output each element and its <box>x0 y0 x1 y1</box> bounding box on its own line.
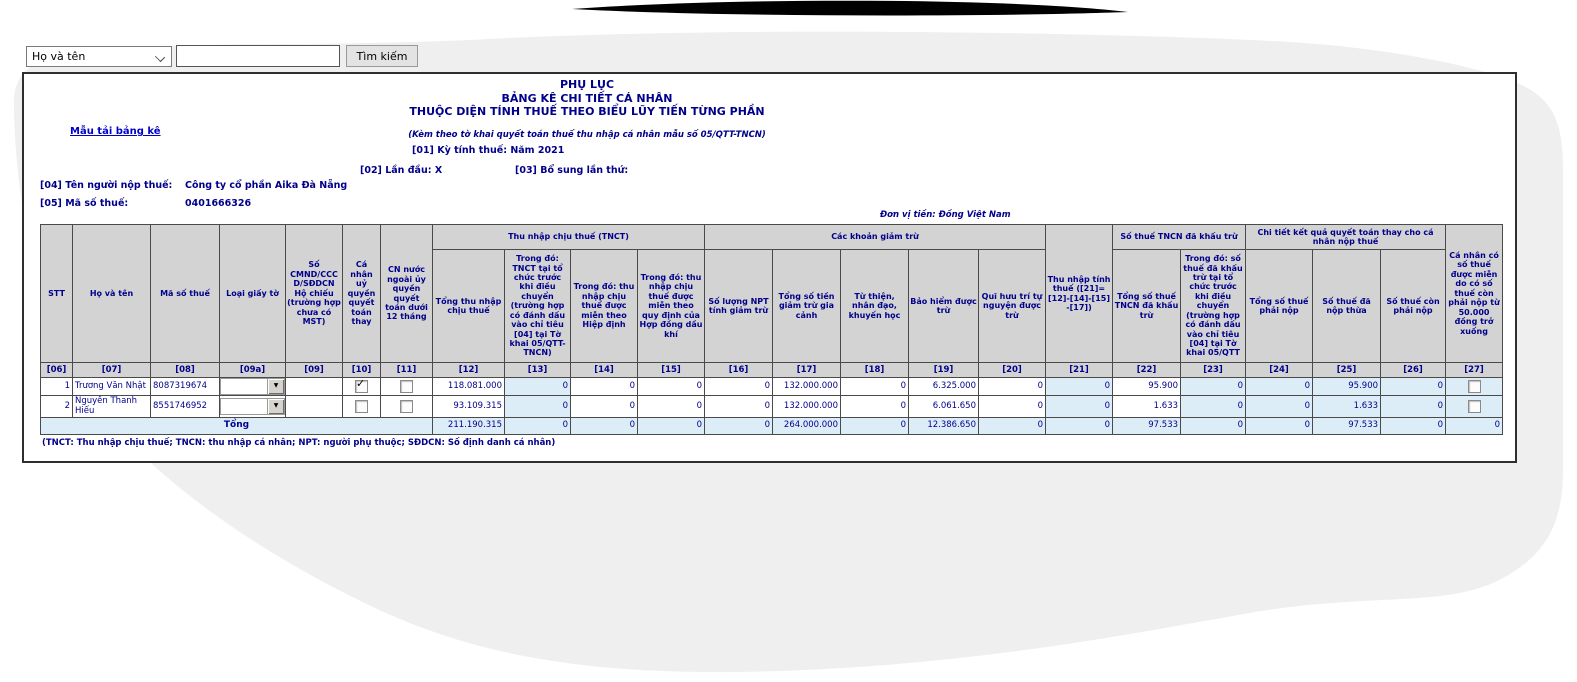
combo-dropdown-icon[interactable]: ▼ <box>267 379 284 394</box>
total-c12: 211.190.315 <box>433 418 505 435</box>
exempt-checkbox[interactable] <box>1468 400 1481 413</box>
cell-c13: 0 <box>505 396 571 418</box>
col-c13: Trong đó: TNCT tại tổ chức trước khi điều chuyển (trường hợp có đánh dấu vào chỉ tiêu [04] tại Tờ khai 05/QTT-TNCN) <box>505 250 571 363</box>
code-21: [21] <box>1046 363 1113 378</box>
taxpayer-name-label: [04] Tên người nộp thuế: <box>40 180 173 191</box>
total-c24: 0 <box>1246 418 1313 435</box>
col-id-number: Số CMND/CCCD/SĐDCN Hộ chiếu (trường hợp chưa có MST) <box>286 225 343 363</box>
abbreviation-footnote: (TNCT: Thu nhập chịu thuế; TNCN: thu nhập cá nhân; NPT: người phụ thuộc; SĐDCN: Số định danh cá nhân) <box>42 438 556 448</box>
cell-mst[interactable]: 8551746952 <box>151 396 220 418</box>
cell-c20[interactable]: 0 <box>979 378 1046 396</box>
cell-c24: 0 <box>1246 396 1313 418</box>
code-15: [15] <box>638 363 705 378</box>
cell-c15[interactable]: 0 <box>638 378 705 396</box>
black-smudge <box>572 1 1128 16</box>
cell-c17[interactable]: 132.000.000 <box>773 396 841 418</box>
table-row <box>41 396 1503 418</box>
cell-id-number[interactable] <box>286 378 343 396</box>
cell-c18[interactable]: 0 <box>841 396 909 418</box>
code-row <box>41 363 1503 378</box>
cell-c12[interactable]: 118.081.000 <box>433 378 505 396</box>
cell-c23: 0 <box>1181 378 1246 396</box>
code-07: [07] <box>73 363 151 378</box>
total-c14: 0 <box>571 418 638 435</box>
col-foreign: CN nước ngoài ủy quyền quyết toán dưới 12 tháng <box>381 225 433 363</box>
group-withheld: Số thuế TNCN đã khấu trừ <box>1113 225 1246 250</box>
cell-c18[interactable]: 0 <box>841 378 909 396</box>
foreign-checkbox[interactable] <box>400 400 413 413</box>
cell-c19[interactable]: 6.325.000 <box>909 378 979 396</box>
taxpayer-name-value: Công ty cổ phần Aika Đà Nẵng <box>185 180 348 191</box>
code-20: [20] <box>979 363 1046 378</box>
col-c18: Từ thiện, nhân đạo, khuyến học <box>841 250 909 363</box>
code-09a: [09a] <box>220 363 286 378</box>
total-c20: 0 <box>979 418 1046 435</box>
cell-id-number[interactable] <box>286 396 343 418</box>
cell-name[interactable]: Nguyễn Thanh Hiếu <box>73 396 151 418</box>
col-c16: Số lượng NPT tính giảm trừ <box>705 250 773 363</box>
cell-stt: 2 <box>41 396 73 418</box>
amendment-label: [03] Bổ sung lần thứ: <box>515 165 629 176</box>
search-button-label: Tìm kiếm <box>356 49 408 63</box>
col-name: Họ và tên <box>73 225 151 363</box>
total-c23: 0 <box>1181 418 1246 435</box>
col-auth: Cá nhân uỷ quyền quyết toán thay <box>343 225 381 363</box>
col-c27: Cá nhân có số thuế được miễn do có số thuế còn phải nộp từ 50.000 đồng trở xuống <box>1446 225 1503 363</box>
total-c15: 0 <box>638 418 705 435</box>
col-c17: Tổng số tiền giảm trừ gia cảnh <box>773 250 841 363</box>
col-c24: Tổng số thuế phải nộp <box>1246 250 1313 363</box>
cell-c12[interactable]: 93.109.315 <box>433 396 505 418</box>
code-06: [06] <box>41 363 73 378</box>
total-c19: 12.386.650 <box>909 418 979 435</box>
code-26: [26] <box>1381 363 1446 378</box>
total-c25: 97.533 <box>1313 418 1381 435</box>
code-08: [08] <box>151 363 220 378</box>
total-c27: 0 <box>1446 418 1503 435</box>
group-tnct: Thu nhập chịu thuế (TNCT) <box>433 225 705 250</box>
col-c23: Trong đó: số thuế đã khấu trừ tại tổ chức trước khi điều chuyển (trường hợp có đánh dấu vào chỉ tiêu [04] tại Tờ khai 05/QTT <box>1181 250 1246 363</box>
code-23: [23] <box>1181 363 1246 378</box>
cell-c22[interactable]: 95.900 <box>1113 378 1181 396</box>
search-field-selected-label: Họ và tên <box>32 50 86 63</box>
combo-dropdown-icon[interactable]: ▼ <box>267 399 284 414</box>
code-09: [09] <box>286 363 343 378</box>
total-c16: 0 <box>705 418 773 435</box>
cell-c26: 0 <box>1381 396 1446 418</box>
col-c26: Số thuế còn phải nộp <box>1381 250 1446 363</box>
foreign-checkbox[interactable] <box>400 380 413 393</box>
col-stt: STT <box>41 225 73 363</box>
col-c15: Trong đó: thu nhập chịu thuế được miễn theo quy định của Hợp đồng dầu khí <box>638 250 705 363</box>
cell-c15[interactable]: 0 <box>638 396 705 418</box>
cell-c14[interactable]: 0 <box>571 378 638 396</box>
currency-note: Đơn vị tiền: Đồng Việt Nam <box>880 210 1011 220</box>
cell-c21: 0 <box>1046 378 1113 396</box>
cell-c13: 0 <box>505 378 571 396</box>
cell-c24: 0 <box>1246 378 1313 396</box>
col-c21: Thu nhập tính thuế ([21]= [12]-[14]-[15] -[17]) <box>1046 225 1113 363</box>
cell-c25: 95.900 <box>1313 378 1381 396</box>
doc-type-combo[interactable] <box>220 378 285 395</box>
code-24: [24] <box>1246 363 1313 378</box>
exempt-checkbox[interactable] <box>1468 380 1481 393</box>
col-c19: Bảo hiểm được trừ <box>909 250 979 363</box>
col-c14: Trong đó: thu nhập chịu thuế được miễn theo Hiệp định <box>571 250 638 363</box>
auth-checkbox[interactable] <box>355 400 368 413</box>
detail-table <box>40 224 1503 435</box>
total-c26: 0 <box>1381 418 1446 435</box>
col-c12: Tổng thu nhập chịu thuế <box>433 250 505 363</box>
cell-c16[interactable]: 0 <box>705 378 773 396</box>
cell-foreign-checkbox[interactable] <box>381 378 433 396</box>
code-18: [18] <box>841 363 909 378</box>
form-title <box>24 78 1150 119</box>
cell-c16[interactable]: 0 <box>705 396 773 418</box>
code-25: [25] <box>1313 363 1381 378</box>
tax-code-label: [05] Mã số thuế: <box>40 198 129 209</box>
search-field-select[interactable] <box>26 46 172 67</box>
total-c18: 0 <box>841 418 909 435</box>
title-line-3: THUỘC DIỆN TÍNH THUẾ THEO BIỂU LŨY TIẾN TỪNG PHẦN <box>409 105 765 118</box>
cell-auth-checkbox[interactable] <box>343 396 381 418</box>
cell-auth-checkbox[interactable] <box>343 378 381 396</box>
col-c22: Tổng số thuế TNCN đã khấu trừ <box>1113 250 1181 363</box>
code-27: [27] <box>1446 363 1503 378</box>
first-time-label: [02] Lần đầu: X <box>360 165 443 176</box>
doc-type-combo[interactable] <box>220 398 285 415</box>
group-result: Chi tiết kết quả quyết toán thay cho cá nhân nộp thuế <box>1246 225 1446 250</box>
code-12: [12] <box>433 363 505 378</box>
table-row <box>41 378 1503 396</box>
col-mst: Mã số thuế <box>151 225 220 363</box>
cell-c22[interactable]: 1.633 <box>1113 396 1181 418</box>
cell-c25: 1.633 <box>1313 396 1381 418</box>
auth-checkbox[interactable] <box>355 380 368 393</box>
total-c22: 97.533 <box>1113 418 1181 435</box>
form-subtitle: (Kèm theo tờ khai quyết toán thuế thu nhập cá nhân mẫu số 05/QTT-TNCN) <box>408 130 766 140</box>
code-17: [17] <box>773 363 841 378</box>
cell-c14[interactable]: 0 <box>571 396 638 418</box>
form-container <box>22 72 1517 463</box>
title-line-2: BẢNG KÊ CHI TIẾT CÁ NHÂN <box>501 91 673 105</box>
tax-period-label: [01] Kỳ tính thuế: Năm 2021 <box>412 145 565 156</box>
cell-doc-type[interactable] <box>220 378 286 396</box>
group-deductions: Các khoản giảm trừ <box>705 225 1046 250</box>
code-14: [14] <box>571 363 638 378</box>
cell-foreign-checkbox[interactable] <box>381 396 433 418</box>
chevron-down-icon <box>155 52 165 62</box>
total-c17: 264.000.000 <box>773 418 841 435</box>
total-label: Tổng <box>41 418 433 435</box>
cell-exempt-checkbox[interactable] <box>1446 396 1503 418</box>
code-16: [16] <box>705 363 773 378</box>
code-11: [11] <box>381 363 433 378</box>
total-row <box>41 418 1503 435</box>
cell-mst[interactable]: 8087319674 <box>151 378 220 396</box>
cell-exempt-checkbox[interactable] <box>1446 378 1503 396</box>
code-22: [22] <box>1113 363 1181 378</box>
col-c25: Số thuế đã nộp thừa <box>1313 250 1381 363</box>
cell-c17[interactable]: 132.000.000 <box>773 378 841 396</box>
download-template-link[interactable]: Mẫu tải bảng kê <box>70 126 161 137</box>
total-c21: 0 <box>1046 418 1113 435</box>
cell-name[interactable]: Trương Văn Nhật <box>73 378 151 396</box>
total-c13: 0 <box>505 418 571 435</box>
col-c20: Quĩ hưu trí tự nguyện được trừ <box>979 250 1046 363</box>
col-doc-type: Loại giấy tờ <box>220 225 286 363</box>
cell-c21: 0 <box>1046 396 1113 418</box>
search-input[interactable] <box>176 45 340 67</box>
code-19: [19] <box>909 363 979 378</box>
title-line-1: PHỤ LỤC <box>559 78 615 91</box>
cell-c19[interactable]: 6.061.650 <box>909 396 979 418</box>
cell-stt: 1 <box>41 378 73 396</box>
cell-c20[interactable]: 0 <box>979 396 1046 418</box>
cell-c26: 0 <box>1381 378 1446 396</box>
search-button[interactable] <box>346 45 418 67</box>
code-13: [13] <box>505 363 571 378</box>
cell-doc-type[interactable] <box>220 396 286 418</box>
code-10: [10] <box>343 363 381 378</box>
tax-code-value: 0401666326 <box>185 198 252 209</box>
cell-c23: 0 <box>1181 396 1246 418</box>
